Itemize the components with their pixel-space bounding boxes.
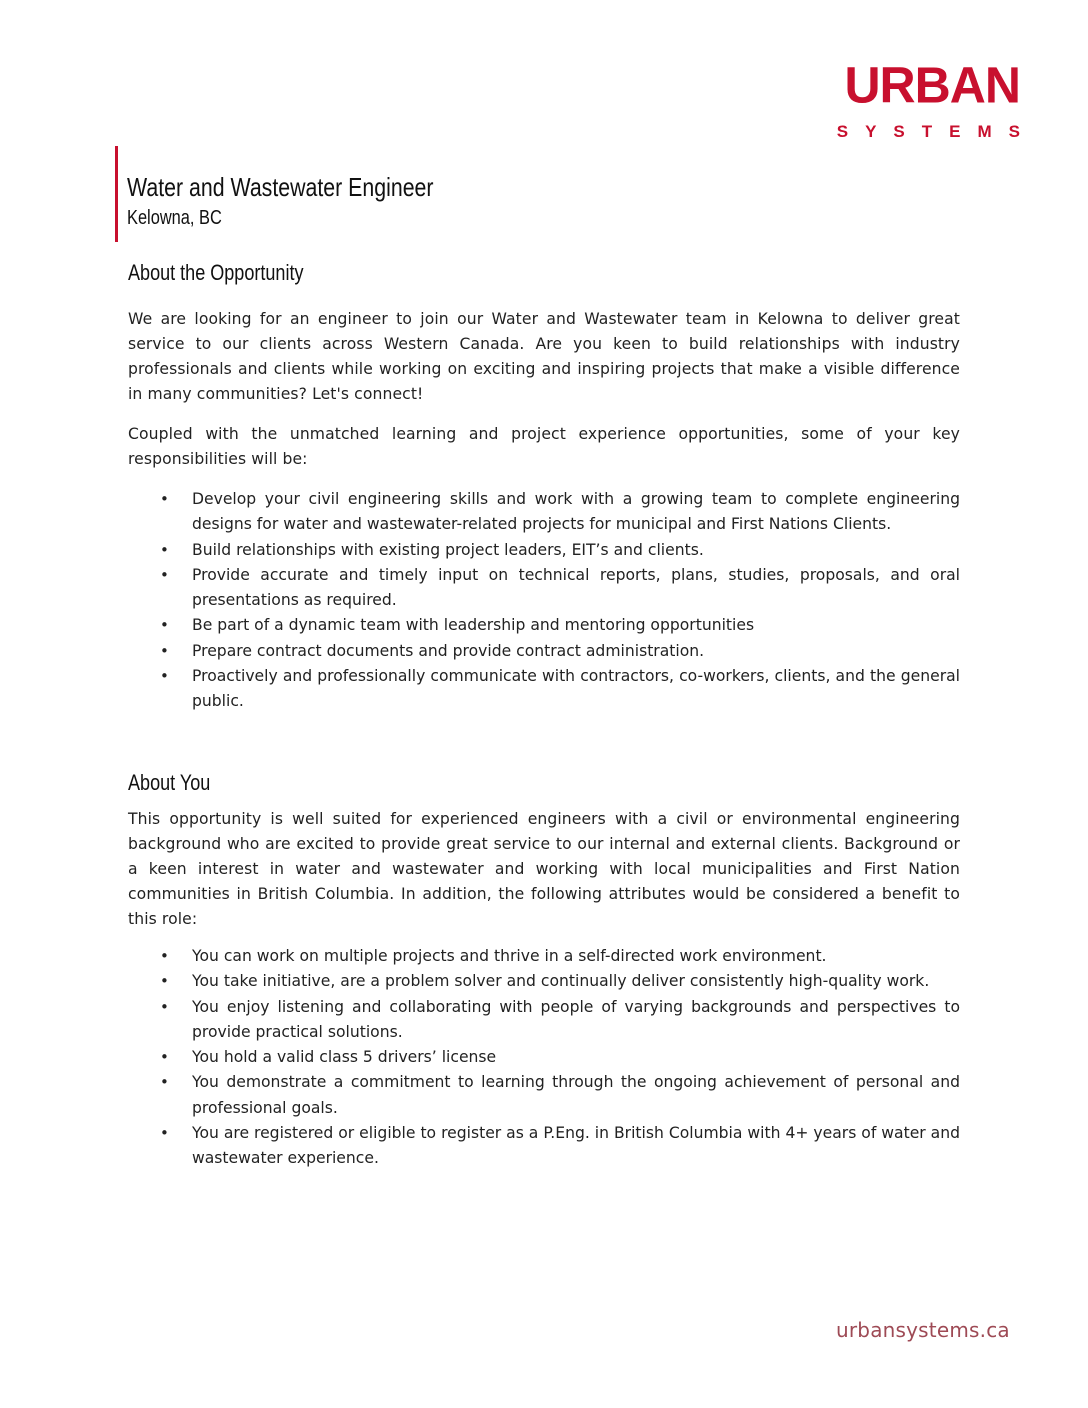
opportunity-paragraph-2: Coupled with the unmatched learning and project experience opportunities, some of your key responsibilities will be: [128,425,960,468]
section-about-you [128,770,960,796]
job-header [115,146,501,242]
list-item: • Prepare contract documents and provide contract administration. [128,639,960,664]
list-item: • You demonstrate a commitment to learning through the ongoing achievement of personal and professional goals. [128,1070,960,1121]
list-item: • You are registered or eligible to register as a P.Eng. in British Columbia with 4+ years of water and wastewater experience. [128,1121,960,1172]
footer-website: urbansystems.ca [836,1318,1010,1342]
about-you-paragraph: This opportunity is well suited for experienced engineers with a civil or environmental engineering background who are excited to provide great service to our internal and external clients. Background or a keen interest in water and wastewater and working with local municipalities and First Nation communities in British Columbia. In addition, the following attributes would be considered a benefit to this role: [128,810,960,928]
job-location: Kelowna, BC [127,207,222,229]
list-item: • Build relationships with existing project leaders, EIT’s and clients. [128,538,960,563]
attributes-list-wrap [128,944,960,1172]
job-title: Water and Wastewater Engineer [127,172,434,202]
logo-subtext: SYSTEMS [836,122,1037,141]
opportunity-intro [128,307,960,407]
attributes-list [128,944,960,1172]
about-you-intro [128,807,960,932]
list-item: • Provide accurate and timely input on technical reports, plans, studies, proposals, and oral presentations as required. [128,563,960,614]
logo-wordmark: URBAN [844,56,1020,114]
list-item: • You enjoy listening and collaborating with people of varying backgrounds and perspectives to provide practical solutions. [128,995,960,1046]
list-item: • Be part of a dynamic team with leadership and mentoring opportunities [128,613,960,638]
opportunity-responsibilities-intro [128,422,960,472]
list-item: • You can work on multiple projects and thrive in a self-directed work environment. [128,944,960,969]
list-item: • You hold a valid class 5 drivers’ license [128,1045,960,1070]
company-logo [800,56,1037,142]
opportunity-heading: About the Opportunity [128,260,304,285]
responsibilities-list-wrap [128,487,960,715]
list-item: • Proactively and professionally communicate with contractors, co-workers, clients, and the general public. [128,664,960,715]
responsibilities-list [128,487,960,715]
about-you-heading: About You [128,770,211,795]
opportunity-paragraph-1: We are looking for an engineer to join our Water and Wastewater team in Kelowna to deliver great service to our clients across Western Canada. Are you keen to build relationships with industry professionals and clients while working on exciting and inspiring projects that make a visible difference in many communities? Let's connect! [128,310,960,403]
list-item: • Develop your civil engineering skills and work with a growing team to complete engineering designs for water and wastewater-related projects for municipal and First Nations Clients. [128,487,960,538]
section-opportunity [128,260,960,286]
list-item: • You take initiative, are a problem solver and continually deliver consistently high-quality work. [128,969,960,994]
